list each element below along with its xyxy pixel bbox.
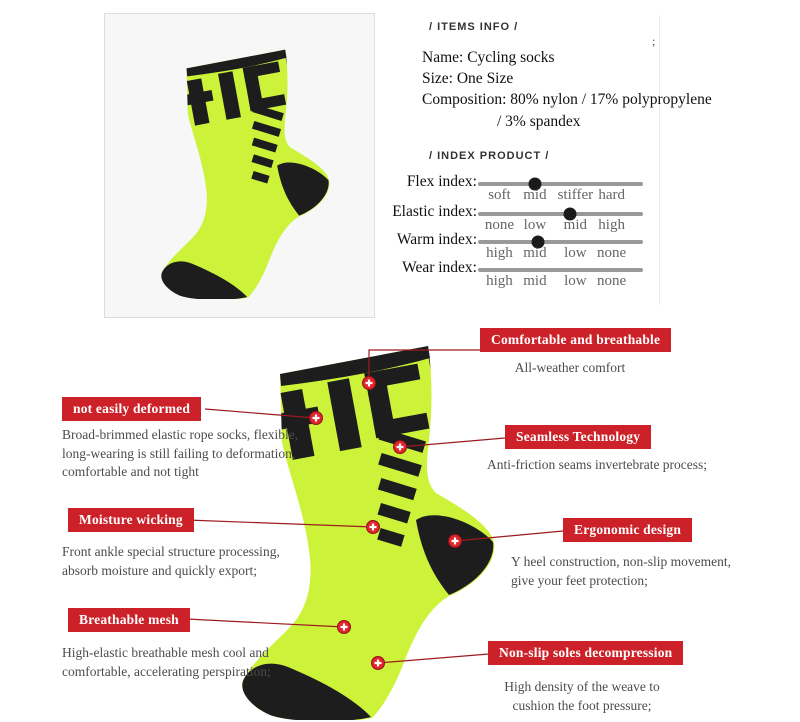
index-option: high xyxy=(598,217,625,233)
index-option: low xyxy=(523,217,547,233)
index-option: mid xyxy=(523,273,547,289)
index-option: hard xyxy=(598,187,625,203)
feature-banner-deformed: not easily deformed xyxy=(62,397,201,421)
product-name-line: Name: Cycling socks xyxy=(422,49,555,66)
index-options xyxy=(478,217,643,235)
index-slider-bar xyxy=(478,240,643,244)
index-option: stiffer xyxy=(557,187,594,203)
feature-desc-seamless: Anti-friction seams invertebrate process; xyxy=(487,457,708,472)
feature-banner-seamless: Seamless Technology xyxy=(505,425,651,449)
index-row-label: Flex index: xyxy=(406,173,477,190)
index-slider-bar xyxy=(478,268,643,272)
index-option: mid xyxy=(523,187,547,203)
index-option: none xyxy=(597,273,627,289)
product-size-line: Size: One Size xyxy=(422,70,514,87)
index-option: none xyxy=(597,245,627,261)
index-options xyxy=(478,245,643,263)
items-info-label: / ITEMS INFO / xyxy=(429,21,519,33)
feature-banner-ergonomic: Ergonomic design xyxy=(563,518,692,542)
feature-desc-mesh: High-elastic breathable mesh cool and comfortable, accelerating perspiration; xyxy=(62,645,271,679)
feature-banner-mesh: Breathable mesh xyxy=(68,608,190,632)
index-slider-bar xyxy=(478,212,643,216)
index-option: mid xyxy=(563,217,588,233)
feature-banner-moisture: Moisture wicking xyxy=(68,508,194,532)
feature-banner-nonslip: Non-slip soles decompression xyxy=(488,641,683,665)
index-row-label: Wear index: xyxy=(402,259,477,276)
index-option: low xyxy=(564,245,587,261)
index-options xyxy=(478,187,643,205)
index-option: high xyxy=(486,245,513,261)
index-slider-bar xyxy=(478,182,643,186)
composition-line-1: Composition: 80% nylon / 17% polypropylene xyxy=(422,91,712,108)
stray-mark: ; xyxy=(652,34,656,48)
index-option: mid xyxy=(523,245,547,261)
index-option: low xyxy=(564,273,587,289)
feature-desc-nonslip: High density of the weave to cushion the foot pressure; xyxy=(504,679,660,713)
index-options xyxy=(478,273,643,291)
index-option: soft xyxy=(488,187,511,203)
index-product-label: / INDEX PRODUCT / xyxy=(429,150,550,162)
feature-desc-moisture: Front ankle special structure processing, absorb moisture and quickly export; xyxy=(62,544,280,578)
feature-desc-comfortable: All-weather comfort xyxy=(514,360,626,375)
composition-line-2: / 3% spandex xyxy=(497,113,581,130)
feature-desc-deformed: Broad-brimmed elastic rope socks, flexible, long-wearing is still failing to deformation, comfortable and not tight xyxy=(62,427,299,480)
feature-desc-ergonomic: Y heel construction, non-slip movement, give your feet protection; xyxy=(511,554,731,588)
index-row-label: Elastic index: xyxy=(392,203,477,220)
index-row-flex xyxy=(0,173,680,206)
index-option: none xyxy=(484,217,515,233)
index-row-label: Warm index: xyxy=(396,231,477,248)
index-option: high xyxy=(486,273,513,289)
feature-banner-comfortable: Comfortable and breathable xyxy=(480,328,671,352)
index-row-wear xyxy=(0,259,680,292)
